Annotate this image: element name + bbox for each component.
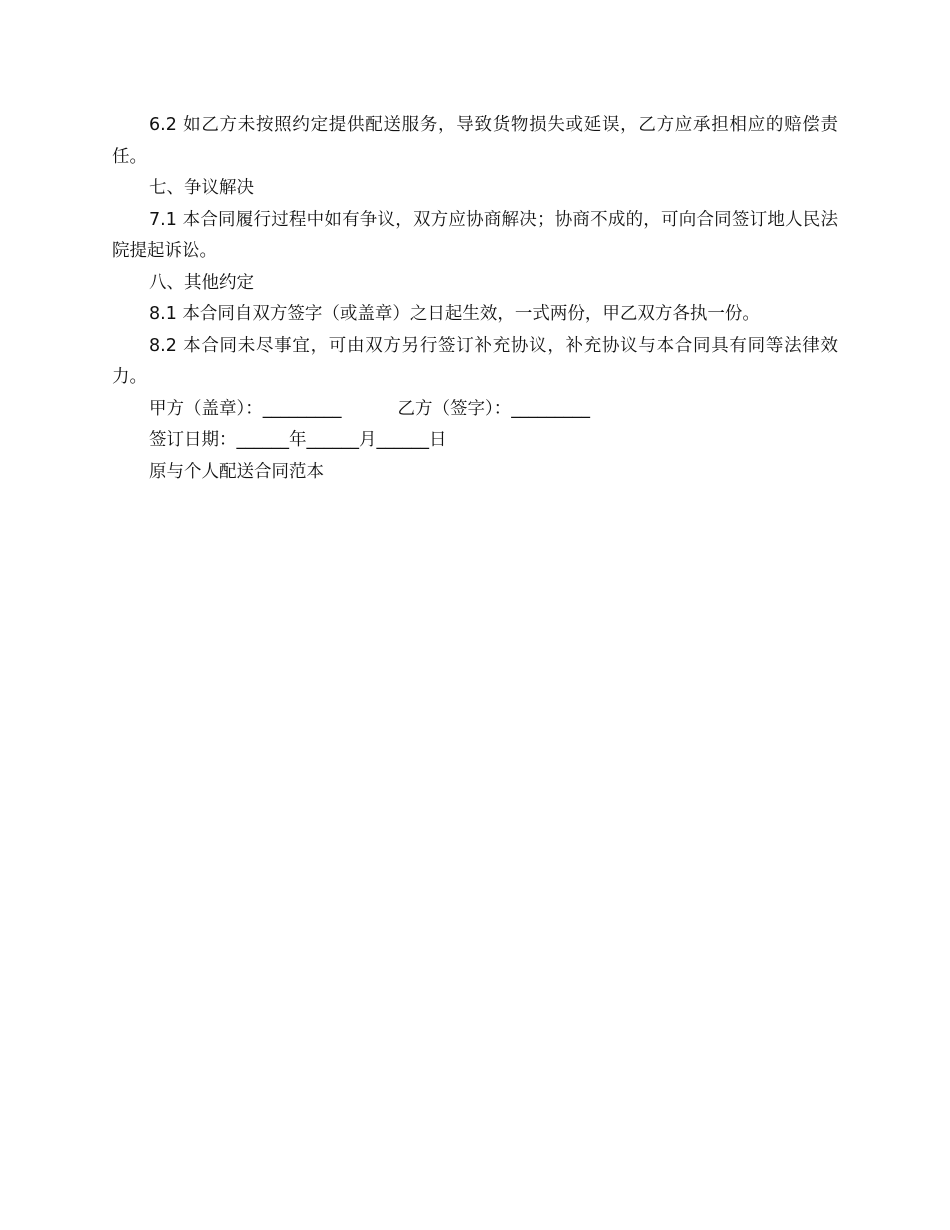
signature-line: [112, 394, 838, 426]
document-footer-title: 原与个人配送合同范本: [149, 461, 324, 482]
section-heading-other-provisions: 八、其他约定: [149, 272, 254, 293]
sign-date: 签订日期：______年______月______日: [149, 430, 447, 450]
clause-7-1: 7.1 本合同履行过程中如有争议，双方应协商解决；协商不成的，可向合同签订地人民法院提起诉讼。: [112, 209, 838, 261]
clause-8-2: 8.2 本合同未尽事宜，可由双方另行签订补充协议，补充协议与本合同具有同等法律效力。: [112, 335, 838, 387]
document-body: [112, 110, 838, 488]
party-a-signature: 甲方（盖章）：_________: [149, 398, 342, 419]
clause-8-1: 8.1 本合同自双方签字（或盖章）之日起生效，一式两份，甲乙双方各执一份。: [149, 304, 760, 324]
clause-6-2: 6.2 如乙方未按照约定提供配送服务，导致货物损失或延误，乙方应承担相应的赔偿责任。: [112, 115, 838, 167]
party-b-signature: 乙方（签字）：_________: [397, 398, 590, 419]
section-heading-dispute-resolution: 七、争议解决: [149, 178, 254, 198]
